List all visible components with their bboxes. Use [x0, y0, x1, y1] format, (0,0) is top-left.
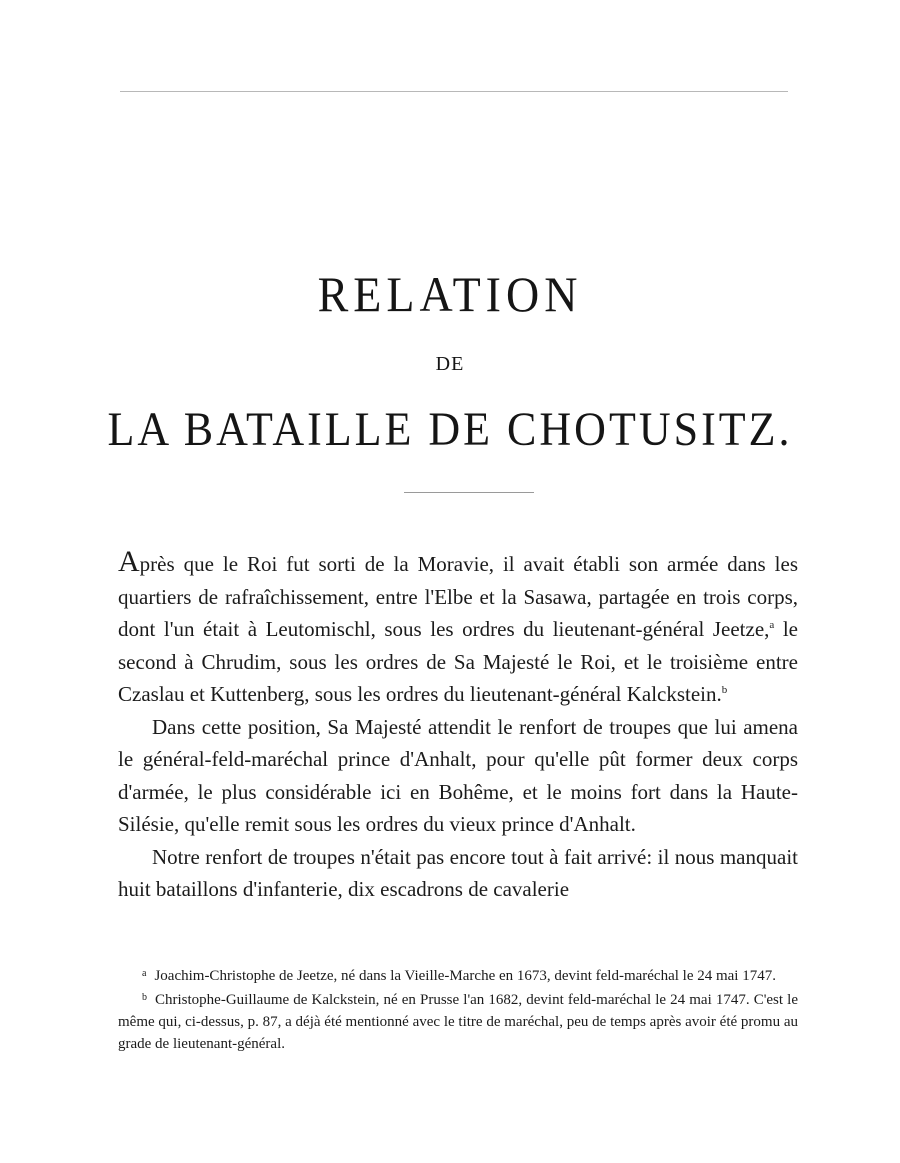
footnote-b-text: Christophe-Guillaume de Kalckstein, né en Prusse l'an 1682, devint feld-maréchal le 24 mai 1747. C'est le même qui, ci-dessus, p. 87, a déjà été mentionné avec le titre de maréchal, peu de temps après avoir été promu au grade de lieutenant-général.: [118, 992, 798, 1052]
chapter-subtitle: LA BATAILLE DE CHOTUSITZ.: [107, 403, 793, 456]
footnote-a: [118, 963, 798, 987]
footnote-ref-b: b: [721, 684, 728, 696]
footnotes: [118, 963, 798, 1055]
paragraph-2: Dans cette position, Sa Majesté attendit le renfort de troupes que lui amena le général-feld-maréchal prince d'Anhalt, pour qu'elle pût former deux corps d'armée, le plus considérable ici en Bohême, et le moins fort dans la Haute-Silésie, qu'elle remit sous les ordres du vieux prince d'Anhalt.: [118, 714, 798, 836]
footnote-a-mark: a: [142, 968, 147, 979]
footnote-a-text: Joachim-Christophe de Jeetze, né dans la Vieille-Marche en 1673, devint feld-maréchal le 24 mai 1747.: [154, 968, 776, 984]
paragraph-3: Notre renfort de troupes n'était pas encore tout à fait arrivé: il nous manquait huit bataillons d'infanterie, dix escadrons de cavalerie: [118, 844, 798, 901]
paragraph-1-text-a: près que le Roi fut sorti de la Moravie, il avait établi son armée dans les quartiers de rafraîchissement, entre l'Elbe et la Sasawa, partagée en trois corps, dont l'un était à Leutomischl, sous les ordres du lieutenant-général Jeetze,: [118, 552, 798, 641]
paragraph-1: [118, 545, 798, 711]
drop-initial: A: [118, 545, 140, 578]
top-rule: [120, 91, 788, 92]
chapter-title-de: DE: [435, 353, 465, 375]
paragraph-1-text-b: le second à Chrudim, sous les ordres de Sa Majesté le Roi, et le troisième entre Czaslau et Kuttenberg, sous les ordres du lieutenant-général Kalckstein.: [118, 617, 798, 706]
footnote-b-mark: b: [142, 992, 147, 1003]
footnote-b: [118, 987, 798, 1055]
body-text: [118, 545, 798, 906]
footnote-ref-a: a: [769, 619, 775, 631]
title-divider: [404, 492, 534, 493]
chapter-title: RELATION: [317, 266, 583, 323]
